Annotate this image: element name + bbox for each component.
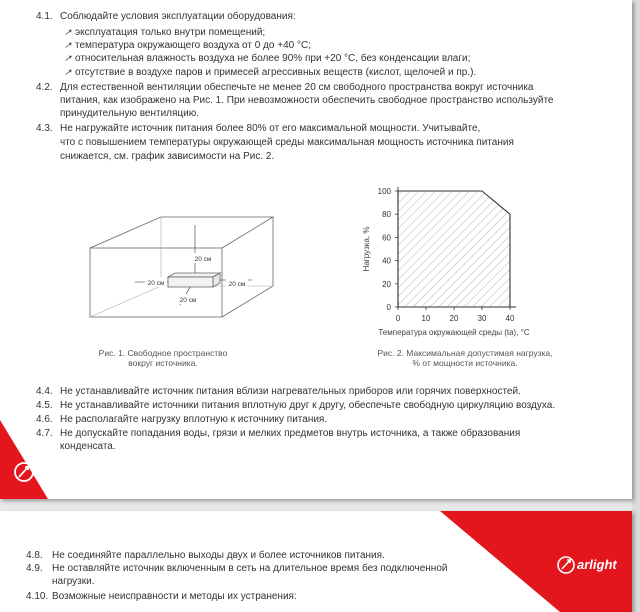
section-number: 4.10. — [26, 591, 49, 602]
dimension-label-bottom: 20 см — [179, 297, 197, 304]
section-text-line: питания, как изображено на Рис. 1. При невозможности обеспечить свободное пространство используйте — [60, 95, 554, 106]
section-text-line: конденсата. — [60, 441, 116, 452]
figure-2-caption-line: Рис. 2. Максимальная допустимая нагрузка, — [377, 348, 553, 358]
chart-x-tick-label: 30 — [477, 314, 487, 323]
section-text-line: Не допускайте попадания воды, грязи и мелких предметов внутрь источника, а также образования — [60, 428, 521, 439]
chart-x-tick-label: 40 — [505, 314, 515, 323]
figure-1-caption-line: вокруг источника. — [128, 358, 198, 368]
bullet-text: относительная влажность воздуха не более 90% при +20 °C, без конденсации влаги; — [75, 53, 471, 64]
brand-corner-mark — [0, 420, 48, 499]
section-number: 4.6. — [36, 414, 53, 425]
section-text: Не устанавливайте источники питания вплотную друг к другу, обеспечьте свободную циркуляцию воздуха. — [60, 400, 556, 411]
section-text-line: что с повышением температуры окружающей среды максимальная мощность источника питания — [60, 137, 514, 148]
dimension-label-left: 20 см — [147, 280, 165, 287]
dimension-label-top: 20 см — [194, 256, 212, 263]
section-text: Не располагайте нагрузку вплотную к источнику питания. — [60, 414, 328, 425]
brand-header-banner — [440, 511, 632, 612]
chart-y-tick-label: 20 — [382, 279, 391, 289]
document-page-2 — [0, 511, 632, 612]
chart-area-hatched — [398, 191, 510, 307]
section-number: 4.2. — [36, 82, 53, 93]
dimension-label-right: 20 см — [228, 281, 246, 288]
section-number: 4.7. — [36, 428, 53, 439]
chart-y-tick-label: 80 — [382, 210, 391, 220]
chart-x-tick-label: 20 — [449, 314, 459, 323]
section-number: 4.1. — [36, 11, 53, 22]
section-text: Возможные неисправности и методы их устранения: — [52, 591, 297, 602]
chart-y-tick-label: 0 — [386, 303, 391, 312]
bullet-icon: ↗ — [64, 40, 72, 50]
section-text-line: принудительную вентиляцию. — [60, 108, 200, 119]
section-text-line: Для естественной вентиляции обеспечьте не менее 20 см свободного пространства вокруг источника — [60, 82, 534, 93]
chart-x-axis-label: Температура окружающей среды (ta), °C — [378, 328, 530, 337]
scrollbar-track[interactable] — [632, 0, 640, 612]
section-text: Не устанавливайте источник питания вблизи нагревательных приборов или горячих поверхностей. — [60, 386, 521, 397]
chart-y-tick-label: 60 — [382, 233, 391, 243]
red-corner-shape — [0, 420, 48, 499]
section-text: Не соединяйте параллельно выходы двух и более источников питания. — [52, 550, 385, 561]
chart-x-tick-label: 10 — [421, 314, 431, 323]
chart-y-axis-label: Нагрузка, % — [362, 226, 371, 272]
section-text-line: Не нагружайте источник питания более 80% от его максимальной мощности. Учитывайте, — [60, 123, 481, 134]
bullet-text: отсутствие в воздухе паров и примесей агрессивных веществ (кислот, щелочей и пр.). — [75, 67, 477, 78]
figure-2-caption-line: % от мощности источника. — [412, 358, 518, 368]
chart-x-tick-label: 0 — [395, 314, 401, 323]
chart-y-tick-label: 40 — [382, 256, 391, 266]
brand-logo-text: arlight — [577, 557, 617, 572]
bullet-text: температура окружающего воздуха от 0 до +40 °C; — [75, 40, 311, 51]
section-number: 4.3. — [36, 123, 53, 134]
section-number: 4.5. — [36, 400, 53, 411]
section-text-line: Не оставляйте источник включенным в сеть на длительное время без подключенной — [52, 563, 448, 574]
section-number: 4.4. — [36, 386, 53, 397]
section-text-line: нагрузки. — [52, 576, 95, 587]
load-derating-chart — [355, 178, 575, 342]
chart-y-tick-label: 100 — [377, 187, 391, 196]
section-number: 4.8. — [26, 550, 43, 561]
bullet-icon: ↗ — [64, 67, 72, 77]
section-text-line: снижается, см. график зависимости на Рис. 2. — [60, 151, 275, 162]
section-text: Соблюдайте условия эксплуатации оборудования: — [60, 11, 296, 22]
figure-1-caption-line: Рис. 1. Свободное пространство — [98, 348, 228, 358]
bullet-text: эксплуатация только внутри помещений; — [75, 27, 266, 38]
bullet-icon: ↗ — [64, 53, 72, 63]
section-number: 4.9. — [26, 563, 43, 574]
ventilation-box-diagram — [80, 205, 290, 325]
bullet-icon: ↗ — [64, 27, 72, 37]
